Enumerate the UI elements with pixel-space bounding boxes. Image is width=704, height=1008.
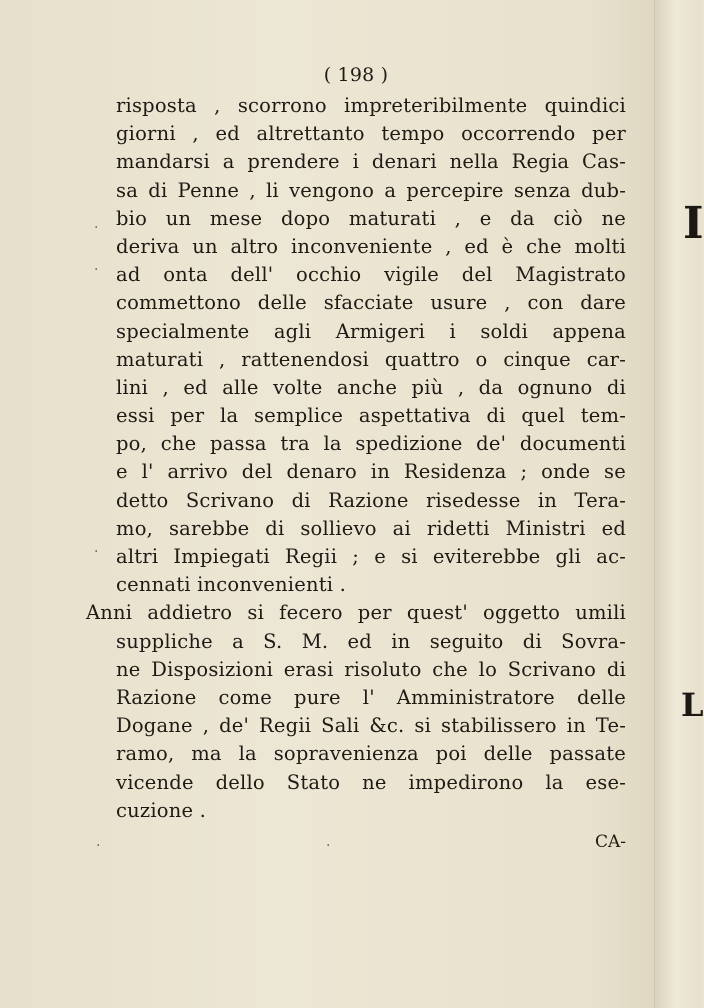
text-line: mandarsi a prendere i denari nella Regia Cas- — [116, 150, 626, 174]
text-line: Razione come pure l' Amministratore delle — [116, 685, 626, 709]
text-line: maturati , rattenendosi quattro o cinque car- — [116, 347, 626, 371]
margin-speck: · — [94, 544, 99, 560]
text-line: lini , ed alle volte anche più , da ognuno di — [116, 375, 626, 399]
margin-speck: · — [96, 838, 101, 854]
text-line: po, che passa tra la spedizione de' documenti — [116, 432, 626, 456]
text-line: deriva un altro inconveniente , ed è che molti — [116, 234, 626, 258]
paragraph-start-line: Anni addietro si fecero per quest' oggetto umili — [86, 601, 626, 625]
adjacent-page-letter: I — [683, 198, 704, 249]
text-line: sa di Penne , li vengono a percepire senza dub- — [116, 178, 626, 202]
text-line: ne Disposizioni erasi risoluto che lo Scrivano di — [116, 657, 626, 681]
text-line: mo, sarebbe di sollievo ai ridetti Ministri ed — [116, 516, 626, 540]
margin-speck: · — [326, 838, 331, 854]
text-line: vicende dello Stato ne impedirono la ese- — [116, 770, 626, 794]
text-line: e l' arrivo del denaro in Residenza ; onde se — [116, 460, 626, 484]
text-line: cuzione . — [116, 798, 207, 822]
page-number: ( 198 ) — [323, 64, 389, 86]
text-line: bio un mese dopo maturati , e da ciò ne — [116, 206, 626, 230]
text-line: giorni , ed altrettanto tempo occorrendo per — [116, 122, 626, 146]
text-line: ramo, ma la sopravenienza poi delle passate — [116, 742, 626, 766]
text-line: specialmente agli Armigeri i soldi appena — [116, 319, 626, 343]
page-footer — [86, 832, 626, 856]
text-line: essi per la semplice aspettativa di quel tem- — [116, 404, 626, 428]
margin-speck: · — [94, 220, 99, 236]
text-line: altri Impiegati Regii ; e si eviterebbe gli ac- — [116, 545, 626, 568]
text-line: cennati inconvenienti . — [116, 573, 347, 597]
catchword: CA- — [594, 832, 626, 852]
margin-speck: · — [94, 262, 99, 278]
text-line: Dogane , de' Regii Sali &c. si stabilissero in Te- — [116, 714, 626, 738]
text-line: risposta , scorrono impreteribilmente quindici — [116, 94, 626, 117]
text-line: commettono delle sfacciate usure , con dare — [116, 291, 626, 315]
adjacent-page-edge — [654, 0, 704, 1008]
adjacent-page-letter: L — [681, 686, 704, 724]
text-line: ad onta dell' occhio vigile del Magistrato — [116, 263, 626, 287]
text-line: suppliche a S. M. ed in seguito di Sovra- — [116, 629, 626, 653]
text-line: detto Scrivano di Razione risedesse in Tera- — [116, 488, 626, 512]
page-text — [86, 58, 626, 825]
